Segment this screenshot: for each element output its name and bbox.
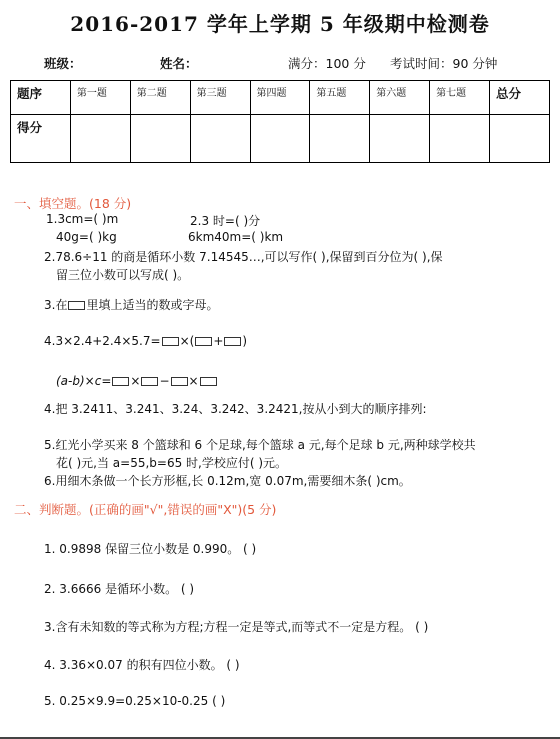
judge-item-5: 5. 0.25×9.9=0.25×10-0.25 ( ) [44, 694, 226, 708]
header-cell-q4: 第四题 [250, 81, 310, 115]
question-3 [44, 296, 218, 313]
answer-box[interactable] [224, 337, 241, 346]
answer-box[interactable] [141, 377, 158, 386]
question-1a: 1.3cm=( )m [46, 212, 119, 226]
question-2-line1: 2.78.6÷11 的商是循环小数 7.14545…,可以写作( ),保留到百分位为( ),保 [44, 250, 443, 264]
score-cell-q5[interactable] [310, 115, 370, 163]
question-2-line2: 留三位小数可以写成( )。 [56, 268, 190, 282]
answer-box[interactable] [68, 301, 85, 310]
page-title: 2016-2017 学年上学期 5 年级期中检测卷 [70, 12, 490, 36]
score-table [10, 80, 550, 163]
header-cell-q6: 第六题 [370, 81, 430, 115]
header-cell-q2: 第二题 [130, 81, 190, 115]
header-cell-q3: 第三题 [190, 81, 250, 115]
question-4: 4.把 3.2411、3.241、3.24、3.242、3.2421,按从小到大的顺序排列: [44, 402, 427, 416]
header-cell-order: 题序 [11, 81, 71, 115]
score-cell-q6[interactable] [370, 115, 430, 163]
answer-box[interactable] [195, 337, 212, 346]
score-cell-q1[interactable] [70, 115, 130, 163]
header-cell-q5: 第五题 [310, 81, 370, 115]
score-cell-q4[interactable] [250, 115, 310, 163]
class-label: 班级： [44, 56, 82, 71]
score-table-header-row [11, 81, 550, 115]
exam-time: 考试时间：90 分钟 [390, 56, 498, 71]
question-1b: 2.3 时=( )分 [190, 214, 261, 228]
answer-box[interactable] [112, 377, 129, 386]
judge-item-2: 2. 3.6666 是循环小数。 ( ) [44, 582, 195, 596]
answer-box[interactable] [200, 377, 217, 386]
expression-2-text: (a-b)×c= [56, 374, 112, 388]
full-marks: 满分：100 分 [288, 56, 366, 71]
question-1c: 40g=( )kg [56, 230, 117, 244]
name-label: 姓名： [160, 56, 198, 71]
question-5-line1: 5.红光小学买来 8 个篮球和 6 个足球,每个篮球 a 元,每个足球 b 元,两种球学校共 [44, 438, 476, 452]
question-3-suffix: 里填上适当的数或字母。 [86, 298, 219, 312]
expression-1-text: 4.3×2.4+2.4×5.7= [44, 334, 161, 348]
question-6: 6.用细木条做一个长方形框,长 0.12m,宽 0.07m,需要细木条( )cm。 [44, 474, 411, 488]
section-title-fill-in: 一、填空题。(18 分) [14, 196, 132, 211]
section-title-true-false: 二、判断题。(正确的画"√",错误的画"X")(5 分) [14, 502, 277, 517]
score-row-label: 得分 [11, 115, 71, 163]
header-cell-q7: 第七题 [430, 81, 490, 115]
question-5-line2: 花( )元,当 a=55,b=65 时,学校应付( )元。 [56, 456, 288, 470]
judge-item-4: 4. 3.36×0.07 的积有四位小数。 ( ) [44, 658, 240, 672]
score-cell-q2[interactable] [130, 115, 190, 163]
question-1d: 6km40m=( )km [188, 230, 284, 244]
score-cell-q7[interactable] [430, 115, 490, 163]
answer-box[interactable] [162, 337, 179, 346]
question-3-expression-1: 4.3×2.4+2.4×5.7= ×( + ) [44, 334, 248, 348]
score-cell-total[interactable] [490, 115, 550, 163]
header-cell-q1: 第一题 [70, 81, 130, 115]
judge-item-3: 3.含有未知数的等式称为方程;方程一定是等式,而等式不一定是方程。 ( ) [44, 620, 429, 634]
score-row [11, 115, 550, 163]
question-3-prefix: 3.在 [44, 298, 68, 312]
score-cell-q3[interactable] [190, 115, 250, 163]
header-cell-total: 总分 [490, 81, 550, 115]
answer-box[interactable] [171, 377, 188, 386]
judge-item-1: 1. 0.9898 保留三位小数是 0.990。 ( ) [44, 542, 257, 556]
question-3-expression-2: (a-b)×c= × − × [56, 374, 218, 388]
